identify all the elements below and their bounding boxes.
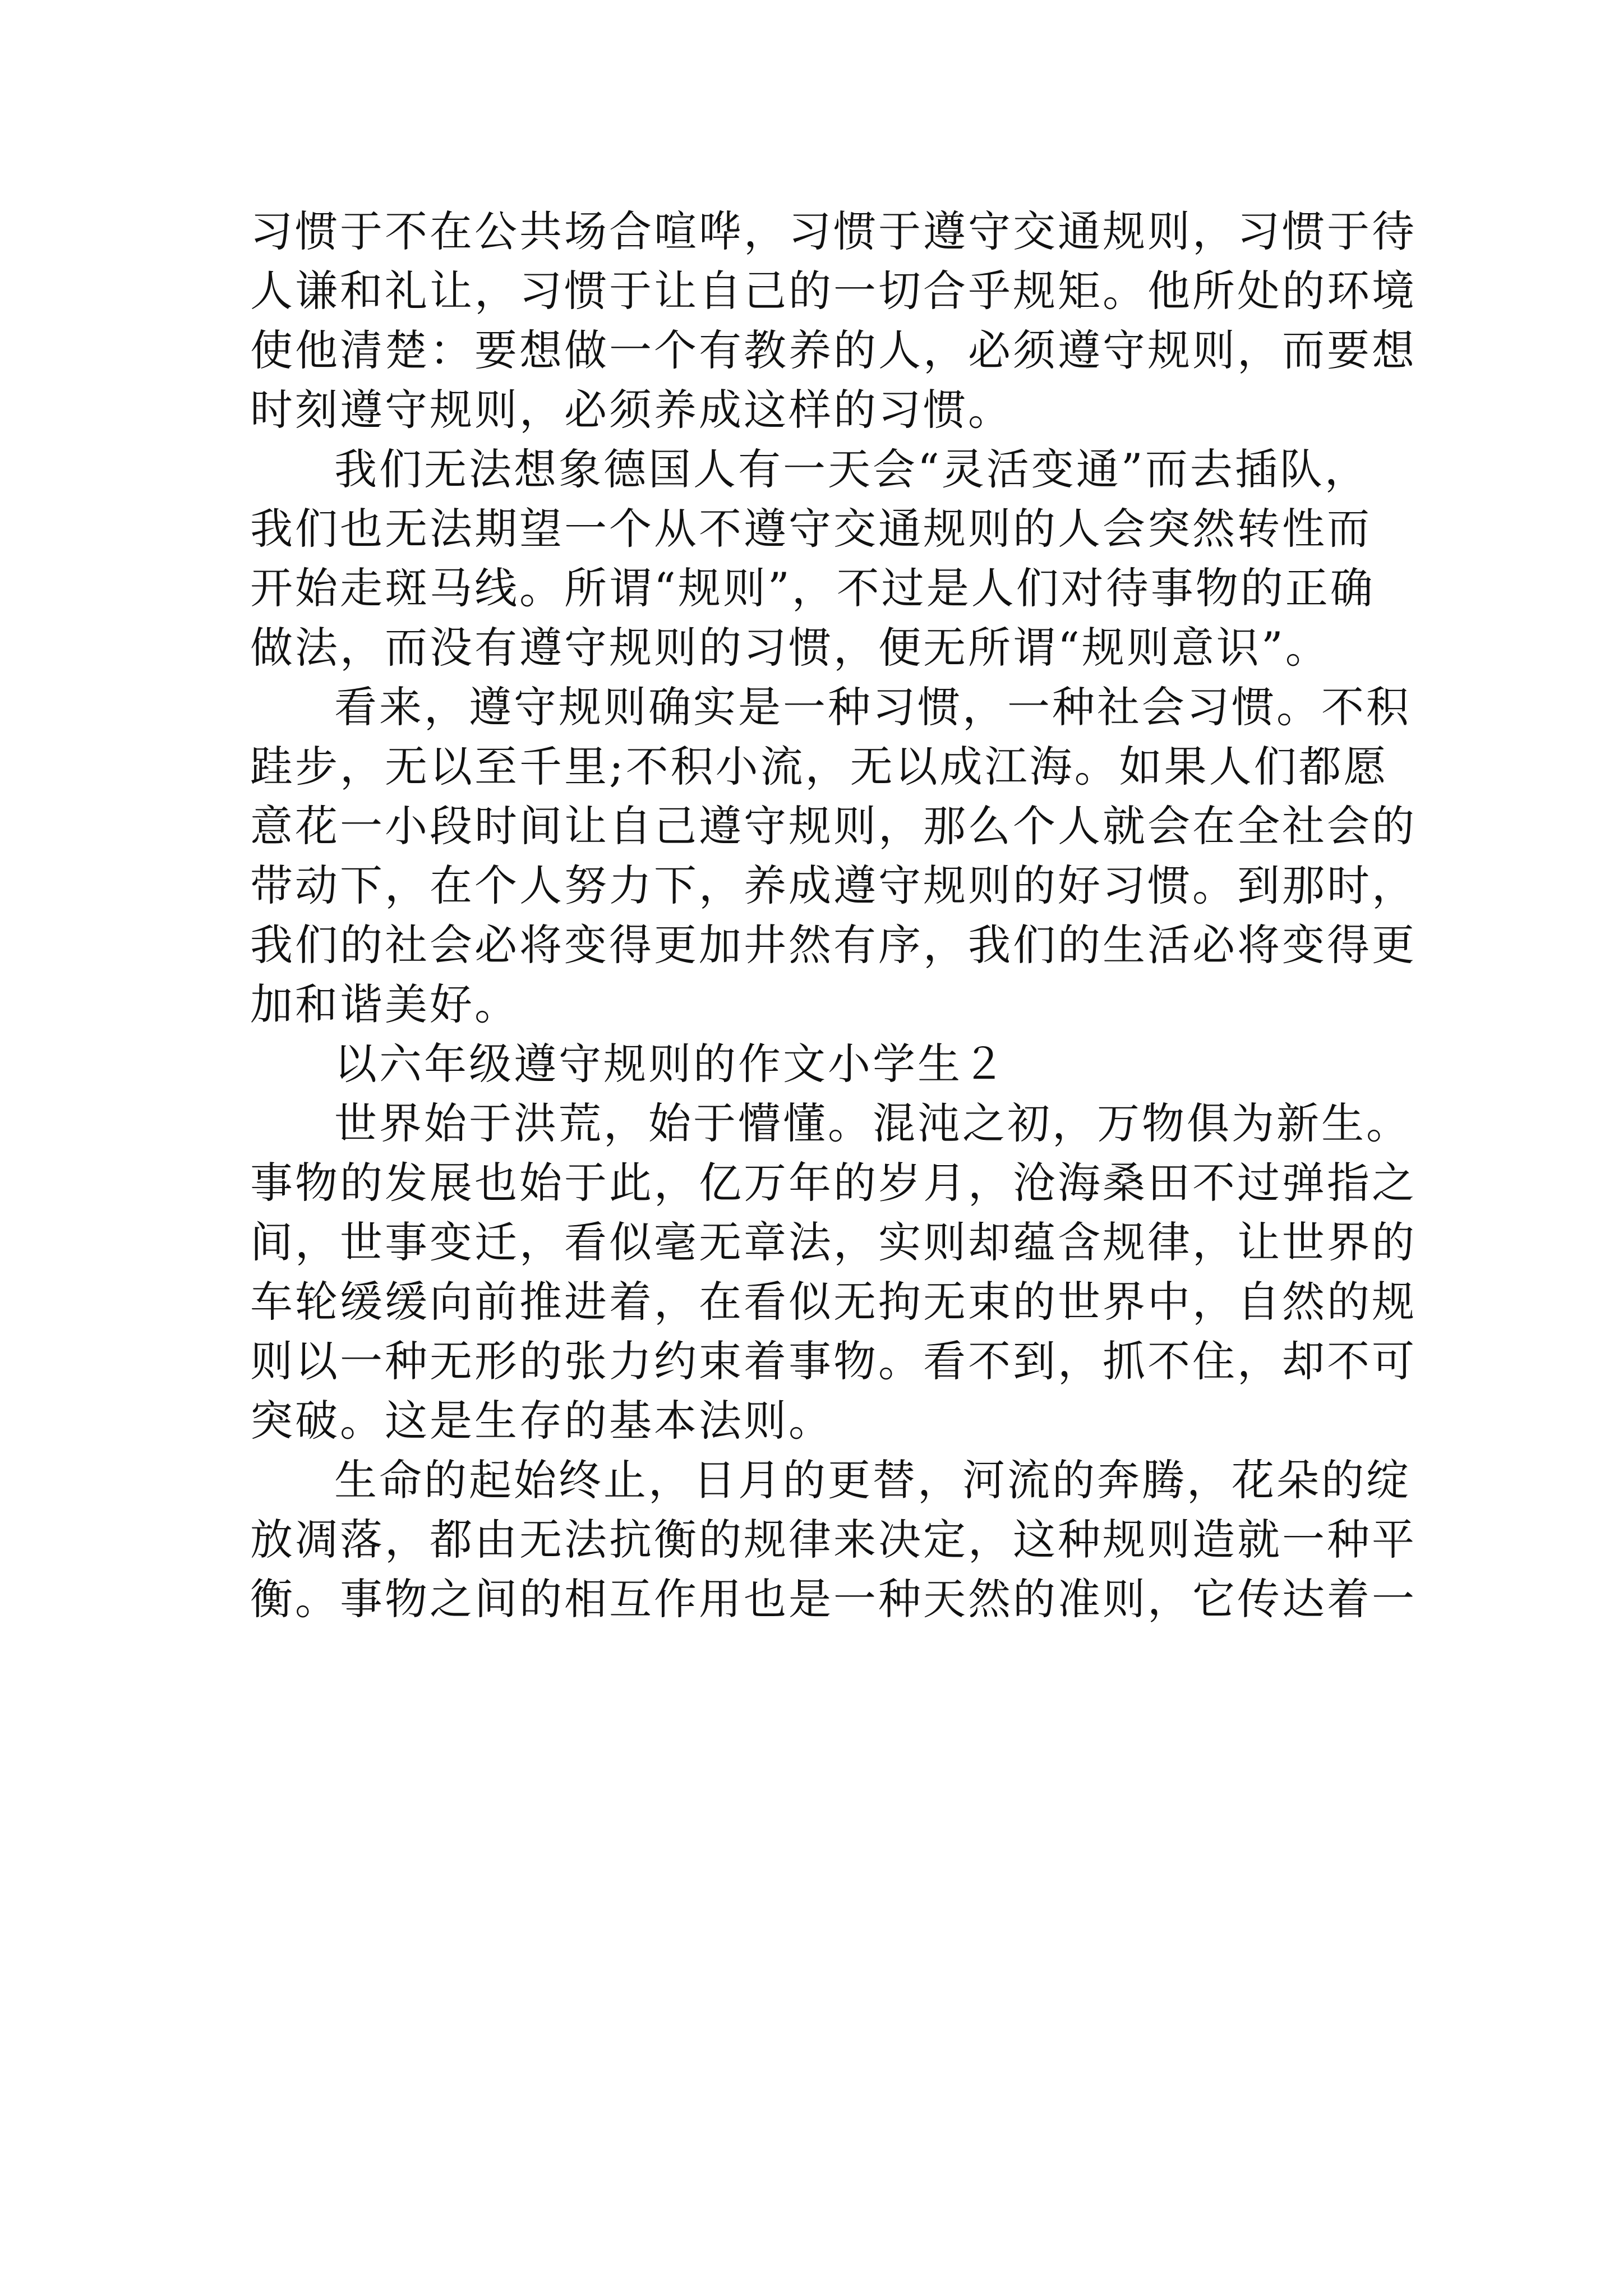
paragraph-1 xyxy=(250,202,1417,440)
text-line: 生命的起始终止，日月的更替，河流的奔腾，花朵的绽 xyxy=(334,1455,1411,1505)
section-heading xyxy=(250,1034,1389,1094)
text-line: 车轮缓缓向前推进着，在看似无拘无束的世界中，自然的规 xyxy=(250,1277,1417,1327)
text-line: 意花一小段时间让自己遵守规则，那么个人就会在全社会的 xyxy=(250,801,1417,851)
paragraph-2 xyxy=(250,440,1389,678)
text-line: 则以一种无形的张力约束着事物。看不到，抓不住，却不可 xyxy=(250,1336,1417,1386)
text-line: 间，世事变迁，看似毫无章法，实则却蕴含规律，让世界的 xyxy=(250,1217,1417,1267)
text-line: 放凋落，都由无法抗衡的规律来决定，这种规则造就一种平 xyxy=(250,1515,1417,1565)
text-line: 做法，而没有遵守规则的习惯，便无所谓“规则意识”。 xyxy=(250,623,1330,673)
heading-line: 以六年级遵守规则的作文小学生２ xyxy=(334,1039,1007,1089)
paragraph-4 xyxy=(250,1094,1417,1451)
document-body xyxy=(250,202,1417,1629)
text-line: 跬步，无以至千里;不积小流，无以成江海。如果人们都愿 xyxy=(250,742,1389,792)
text-line: 我们无法想象德国人有一天会“灵活变通”而去插队， xyxy=(334,444,1370,494)
text-line: 带动下，在个人努力下，养成遵守规则的好习惯。到那时， xyxy=(250,861,1417,910)
text-line: 衡。事物之间的相互作用也是一种天然的准则，它传达着一 xyxy=(250,1574,1417,1624)
text-line: 使他清楚：要想做一个有教养的人，必须遵守规则，而要想 xyxy=(250,325,1417,375)
text-line: 看来，遵守规则确实是一种习惯，一种社会习惯。不积 xyxy=(334,682,1411,732)
text-line: 加和谐美好。 xyxy=(250,979,519,1029)
text-line: 开始走斑马线。所谓“规则”，不过是人们对待事物的正确 xyxy=(250,563,1375,613)
text-line: 时刻遵守规则，必须养成这样的习惯。 xyxy=(250,385,1013,435)
text-line: 习惯于不在公共场合喧哗，习惯于遵守交通规则，习惯于待 xyxy=(250,206,1417,256)
text-line: 事物的发展也始于此，亿万年的岁月，沧海桑田不过弹指之 xyxy=(250,1158,1417,1208)
text-line: 我们的社会必将变得更加井然有序，我们的生活必将变得更 xyxy=(250,920,1417,970)
paragraph-3 xyxy=(250,678,1417,1034)
text-line: 人谦和礼让，习惯于让自己的一切合乎规矩。他所处的环境 xyxy=(250,266,1417,316)
text-line: 我们也无法期望一个从不遵守交通规则的人会突然转性而 xyxy=(250,504,1372,554)
text-line: 世界始于洪荒，始于懵懂。混沌之初，万物俱为新生。 xyxy=(334,1098,1411,1148)
paragraph-5 xyxy=(250,1451,1417,1629)
text-line: 突破。这是生存的基本法则。 xyxy=(250,1396,833,1446)
